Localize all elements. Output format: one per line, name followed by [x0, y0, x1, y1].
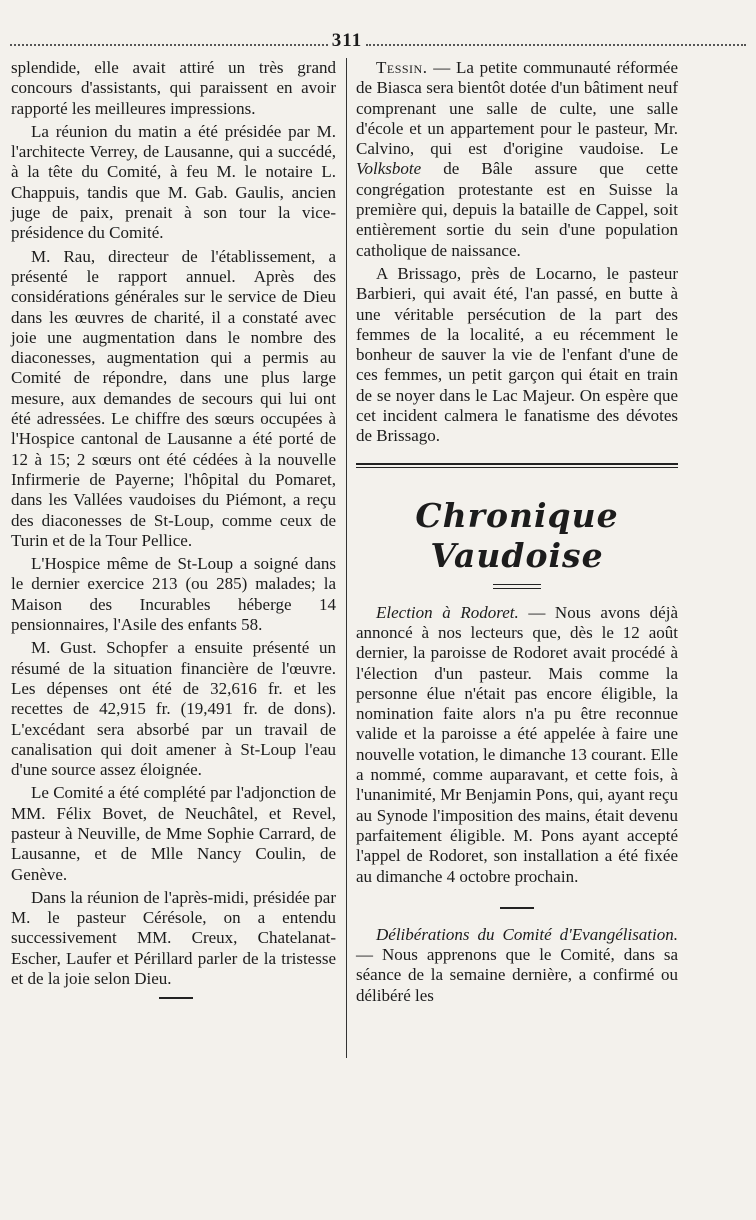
paragraph-afternoon-meeting: Dans la réunion de l'après-midi, présidée par M. le pasteur Cérésole, on a entendu successivement MM. Creux, Chatelanat-Escher, Laufer et Périllard parler de la tristesse et de la joie selon Dieu. — [11, 887, 336, 989]
article-separator-rule — [500, 907, 534, 909]
tessin-text-2: de Bâle assure que cette congrégation protestante est en Suisse la première qui, depuis la bataille de Cappel, soit entièrement sortie du sein d'une population catholique de naissance. — [356, 159, 678, 260]
section-separator-thin — [356, 467, 678, 468]
paragraph-finances: M. Gust. Schopfer a ensuite présenté un résumé de la situation financière de l'œuvre. Les dépenses ont été de 32,616 fr. et les recettes de 42,915 fr. (19,491 fr. de dons). L'excédant sera absorbé par un travail de canalisation qui doit amener à St-Loup l'eau d'une source assez éloignée. — [11, 638, 336, 780]
paragraph-rodoret — [356, 603, 678, 887]
paragraph-hospice-stats: L'Hospice même de St-Loup a soigné dans le dernier exercice 213 (ou 285) malades; la Maison des Incurables héberge 14 pensionnaires, l'Asile des enfants 58. — [11, 554, 336, 635]
evangelisation-text: — Nous apprenons que le Comité, dans sa séance de la semaine dernière, a confirmé ou délibéré les — [356, 945, 678, 1005]
right-column — [356, 58, 678, 1006]
paragraph-annual-report: M. Rau, directeur de l'établissement, a présenté le rapport annuel. Après des considérations générales sur le service de Dieu dans les œuvres de charité, il a constaté avec joie une augmentation dans le nombre des diaconesses, augmentation qui a permis au Comité de répondre, dans une plus large mesure, aux demandes de secours qui lui ont été adressées. Le chiffre des sœurs occupées à l'Hospice cantonal de Lausanne a été porté de 12 à 15; 2 sœurs ont été cédées à la nouvelle Infirmerie de Payerne; l'hôpital du Pomaret, dans les Vallées vaudoises du Piémont, a reçu des diaconesses de St-Loup, comme ceux de Turin et de la Tour Pellice. — [11, 246, 336, 550]
paragraph-committee: Le Comité a été complété par l'adjonction de MM. Félix Bovet, de Neuchâtel, et Revel, pasteur à Neuville, de Mme Sophie Carrard, de Lausanne, et de Mlle Nancy Coulin, de Genève. — [11, 783, 336, 884]
title-rule-top — [493, 584, 541, 585]
paragraph-brissago: A Brissago, près de Locarno, le pasteur Barbieri, qui avait été, l'an passé, en butte à une véritable persécution de la part des femmes de la localité, a eu récemment le bonheur de sauver la vie de l'enfant d'une de ces femmes, un petit garçon qui était en train de se noyer dans le Lac Majeur. On espère que cet incident calmera le fanatisme des dévotes de Brissago. — [356, 263, 678, 446]
column-divider — [346, 58, 347, 1058]
paragraph-evangelisation — [356, 925, 678, 1006]
section-separator — [356, 463, 678, 465]
tessin-text: — La petite communauté réformée de Biasca sera bientôt dotée d'un bâtiment neuf comprenant une salle de culte, une salle d'école et un appartement pour le pasteur, Mr. Calvino, qui est d'origine vaudoise. Le — [356, 58, 678, 159]
evangelisation-lead: Délibérations du Comité d'Evangélisation. — [376, 924, 678, 944]
rodoret-lead: Election à Rodoret. — [376, 602, 519, 622]
paragraph-tessin — [356, 58, 678, 261]
header-dotted-rule-left — [10, 44, 328, 46]
section-title: Chronique Vaudoise — [415, 495, 619, 575]
tessin-italic: Volksbote — [356, 159, 422, 179]
header-dotted-rule-right — [366, 44, 746, 46]
left-column — [11, 58, 336, 999]
article-end-rule — [159, 997, 193, 999]
page-number: 311 — [331, 30, 363, 51]
paragraph-continuation: splendide, elle avait attiré un très grand concours d'assistants, qui paraissent en avoir rapporté les meilleures impressions. — [11, 58, 336, 118]
rodoret-text: — Nous avons déjà annoncé à nos lecteurs que, dès le 12 août dernier, la paroisse de Rodoret avait procédé à l'élection d'un pasteur. Mais comme la personne élue n'était pas encore éligible, la nomination faite alors n'a pu être reconnue valide et la paroisse a été appelée à faire une nouvelle votation, le dimanche 13 courant. Elle a nommé, comme auparavant, et cette fois, à l'unanimité, Mr Benjamin Pons, qui, ayant reçu au Synode l'imposition des mains, était devenu parfaitement éligible. M. Pons ayant accepté l'appel de Rodoret, son installation a été fixée au dimanche 4 octobre prochain. — [356, 602, 678, 886]
tessin-lead: Tessin. — [376, 58, 428, 77]
paragraph-morning-meeting: La réunion du matin a été présidée par M. l'architecte Verrey, de Lausanne, qui a succédé, à la tête du Comité, à feu M. le notaire L. Chappuis, tandis que M. Gab. Gaulis, ancien juge de paix, prenait à son tour la vice-présidence du Comité. — [11, 121, 336, 243]
